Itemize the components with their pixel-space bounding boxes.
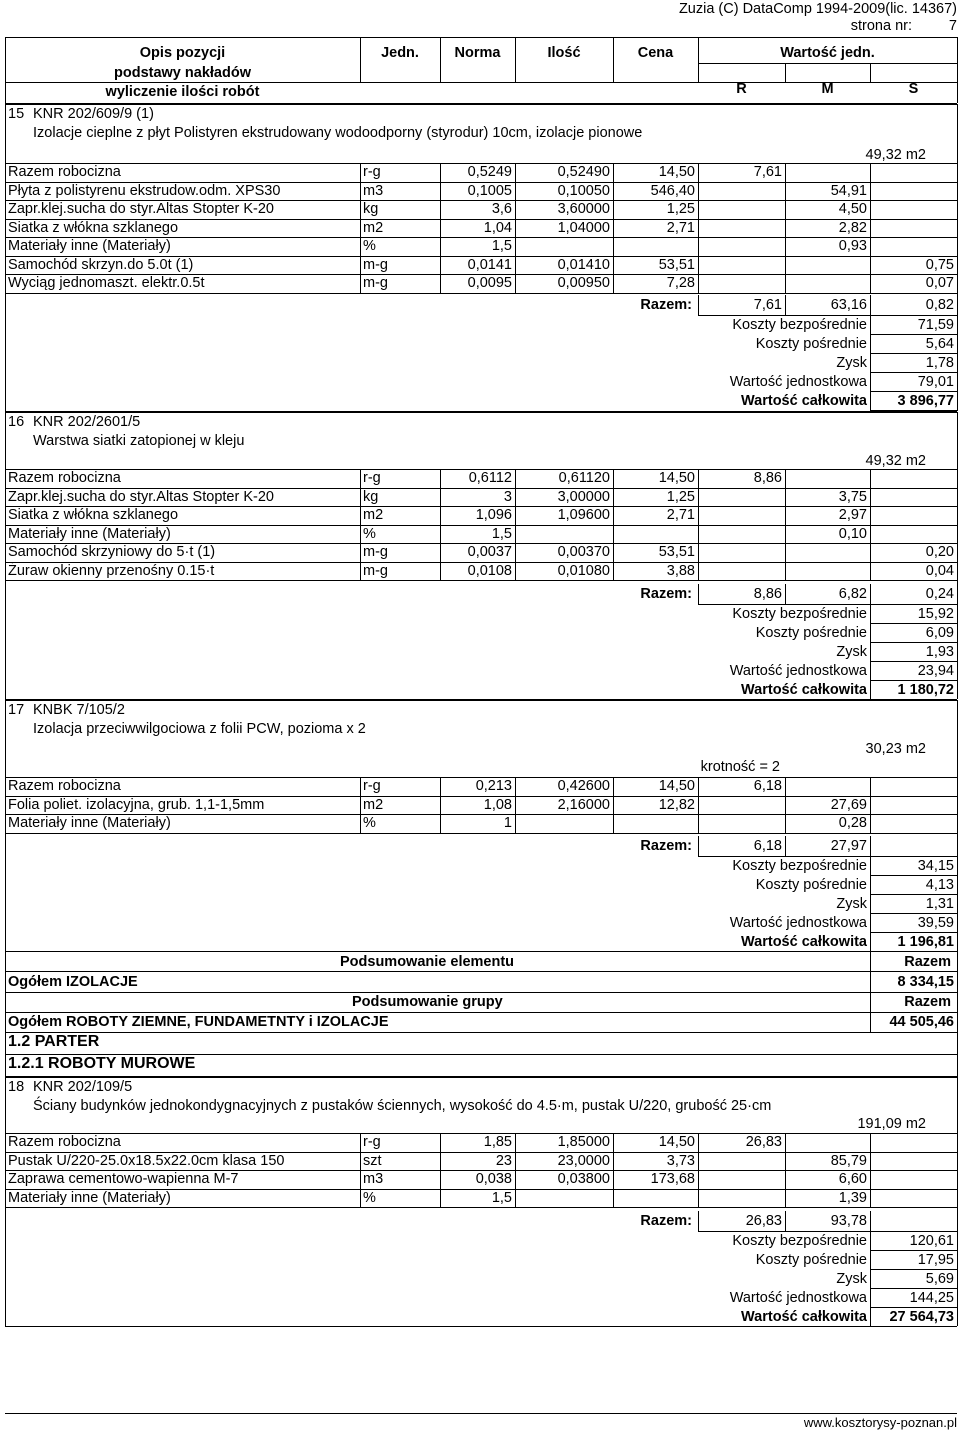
resource-norma: 1,5	[491, 525, 512, 542]
rule-line	[515, 777, 516, 833]
rule-line	[870, 836, 871, 856]
resource-ilosc: 1,04000	[557, 219, 610, 236]
resource-norma: 1,5	[491, 1189, 512, 1206]
total-value-label: Wartość całkowita	[741, 682, 867, 698]
resource-unit: m-g	[363, 256, 388, 273]
rule-line	[957, 104, 958, 411]
col-header-jedn: Jedn.	[381, 45, 419, 61]
razem-value-s: 0,82	[925, 297, 954, 313]
rule-line	[957, 951, 958, 1077]
direct-costs-label: Koszty bezpośrednie	[732, 317, 867, 333]
element-summary-title: Podsumowanie elementu	[340, 954, 515, 970]
resource-unit: m-g	[363, 544, 388, 560]
resource-norma: 0,6112	[468, 470, 512, 486]
razem-value-r: 26,83	[745, 1213, 782, 1229]
position-code: KNR 202/2601/5	[33, 414, 141, 430]
resource-unit: r-g	[363, 164, 381, 180]
total-value-label: Wartość całkowita	[741, 393, 867, 409]
resource-value-m: 2,97	[838, 507, 867, 523]
resource-norma: 23	[495, 1152, 512, 1169]
rule-line	[870, 1250, 871, 1269]
resource-name: Pustak U/220-25.0x18.5x22.0cm klasa 150	[8, 1152, 285, 1169]
resource-unit: kg	[363, 488, 379, 505]
direct-costs-label: Koszty bezpośrednie	[732, 606, 867, 622]
rule-line	[870, 623, 871, 642]
resource-norma: 0,0095	[467, 275, 512, 291]
resource-norma: 1,5	[491, 238, 512, 254]
resource-norma: 3	[503, 488, 512, 505]
resource-name: Siatka z włókna szklanego	[8, 219, 179, 236]
profit-label: Zysk	[836, 644, 867, 660]
rule-line	[698, 63, 957, 64]
direct-costs-label: Koszty bezpośrednie	[732, 858, 867, 874]
multiplier-note: krotność = 2	[700, 759, 780, 775]
rule-line	[5, 1032, 957, 1033]
resource-unit: %	[363, 525, 376, 542]
rule-line	[698, 836, 699, 856]
total-value-value: 1 196,81	[897, 934, 954, 950]
rule-line	[5, 412, 6, 699]
razem-value-m: 27,97	[830, 838, 867, 854]
unit-value-label: Wartość jednostkowa	[729, 1290, 867, 1306]
unit-value-value: 144,25	[909, 1290, 954, 1306]
position-code: KNR 202/109/5	[33, 1079, 133, 1095]
resource-ilosc: 3,60000	[557, 201, 610, 217]
resource-cena: 53,51	[658, 544, 695, 560]
resource-value-m: 27,69	[830, 796, 867, 813]
rule-line	[870, 315, 871, 334]
rule-line	[698, 295, 699, 315]
position-description: Ściany budynków jednokondygnacyjnych z pustaków ściennych, wysokość do 4.5·m, pustak U/220, grubość 25·cm	[33, 1098, 772, 1114]
rule-line	[870, 1211, 871, 1231]
position-code: KNR 202/609/9 (1)	[33, 106, 154, 122]
position-quantity: 49,32 m2	[865, 147, 926, 163]
copyright-text: Zuzia (C) DataComp 1994-2009(lic. 14367)	[678, 1, 957, 17]
rule-line	[5, 104, 957, 105]
direct-costs-label: Koszty bezpośrednie	[732, 1233, 867, 1249]
resource-ilosc: 1,85000	[557, 1134, 610, 1150]
resource-unit: m2	[363, 796, 384, 813]
profit-value: 1,78	[925, 355, 954, 371]
resource-unit: m-g	[363, 562, 388, 579]
profit-value: 5,69	[925, 1271, 954, 1287]
resource-name: Zapr.klej.sucha do styr.Altas Stopter K-20	[8, 488, 274, 505]
resource-value-m: 0,10	[838, 525, 867, 542]
rule-line	[870, 584, 871, 604]
resource-cena: 2,71	[666, 507, 695, 523]
resource-cena: 14,50	[658, 1134, 695, 1150]
resource-cena: 14,50	[658, 470, 695, 486]
rule-line	[870, 1231, 871, 1250]
resource-norma: 0,0108	[467, 562, 512, 579]
rule-line	[5, 412, 957, 413]
rule-line	[870, 372, 871, 391]
rule-line	[5, 833, 957, 834]
resource-ilosc: 0,00370	[557, 544, 610, 560]
razem-value-m: 63,16	[830, 297, 867, 313]
resource-value-r: 6,18	[753, 778, 782, 794]
col-header-opis: wyliczenie ilości robót	[105, 84, 260, 100]
profit-label: Zysk	[836, 355, 867, 371]
resource-ilosc: 0,42600	[557, 778, 610, 794]
resource-unit: %	[363, 815, 376, 831]
position-number: 15	[8, 106, 25, 122]
resource-cena: 173,68	[650, 1171, 695, 1187]
razem-label: Razem:	[640, 838, 692, 854]
resource-value-m: 0,28	[838, 815, 867, 831]
resource-value-m: 6,60	[838, 1171, 867, 1187]
resource-norma: 0,5249	[467, 164, 512, 180]
position-number: 17	[8, 702, 25, 718]
rule-line	[870, 334, 871, 353]
resource-name: Razem robocizna	[8, 470, 121, 486]
rule-line	[5, 580, 957, 581]
resource-norma: 0,213	[475, 778, 512, 794]
rule-line	[785, 295, 786, 315]
resource-name: Razem robocizna	[8, 1134, 121, 1150]
rule-line	[870, 777, 871, 833]
resource-name: Zaprawa cementowo-wapienna M-7	[8, 1171, 239, 1187]
resource-name: Materiały inne (Materiały)	[8, 525, 171, 542]
rule-line	[5, 1133, 957, 1134]
col-header-opis: Opis pozycji	[139, 45, 226, 61]
resource-norma: 1	[503, 815, 512, 831]
resource-ilosc: 2,16000	[557, 796, 610, 813]
resource-norma: 3,6	[491, 201, 512, 217]
rule-line	[957, 700, 958, 951]
resource-value-r: 7,61	[753, 164, 782, 180]
resource-cena: 14,50	[658, 164, 695, 180]
razem-value-r: 7,61	[753, 297, 782, 313]
resource-value-m: 1,39	[838, 1189, 867, 1206]
resource-unit: m2	[363, 507, 384, 523]
indirect-costs-value: 6,09	[925, 625, 954, 641]
rule-line	[360, 777, 361, 833]
rule-line	[870, 1288, 871, 1307]
rule-line	[785, 1211, 786, 1231]
resource-cena: 53,51	[658, 256, 695, 273]
resource-norma: 1,096	[475, 507, 512, 523]
resource-norma: 0,0141	[467, 256, 512, 273]
indirect-costs-value: 17,95	[917, 1252, 954, 1268]
resource-name: Razem robocizna	[8, 164, 121, 180]
resource-cena: 3,73	[666, 1152, 695, 1169]
col-header-wartosc: Wartość jedn.	[780, 45, 875, 61]
rule-line	[785, 584, 786, 604]
rule-line	[5, 1326, 957, 1327]
total-value-value: 3 896,77	[897, 393, 954, 409]
resource-norma: 1,04	[483, 219, 512, 236]
rule-line	[957, 1077, 958, 1326]
resource-ilosc: 0,01080	[557, 562, 610, 579]
resource-ilosc: 0,61120	[558, 470, 610, 486]
position-description: Warstwa siatki zatopionej w kleju	[33, 433, 245, 449]
resource-unit: m3	[363, 1171, 384, 1187]
resource-name: Żuraw okienny przenośny 0.15·t	[8, 562, 215, 579]
resource-ilosc: 3,00000	[557, 488, 610, 505]
resource-value-s: 0,20	[925, 544, 954, 560]
rule-line	[870, 932, 871, 951]
razem-value-r: 6,18	[753, 838, 782, 854]
rule-line	[870, 913, 871, 932]
resource-unit: r-g	[363, 778, 381, 794]
unit-value-value: 23,94	[917, 663, 954, 679]
rule-line	[698, 584, 699, 604]
rule-line	[5, 700, 6, 951]
resource-ilosc: 0,52490	[557, 164, 610, 180]
position-number: 18	[8, 1079, 25, 1095]
page-number: 7	[948, 18, 957, 34]
direct-costs-value: 120,61	[909, 1233, 954, 1249]
razem-label: Razem:	[640, 586, 692, 602]
group-summary-title: Podsumowanie grupy	[352, 994, 503, 1010]
indirect-costs-label: Koszty pośrednie	[755, 625, 867, 641]
group-total-label: Ogółem ROBOTY ZIEMNE, FUNDAMETNTY i IZOLACJE	[8, 1014, 389, 1030]
group-summary-razem: Razem	[904, 994, 951, 1010]
rule-line	[870, 295, 871, 315]
resource-unit: m-g	[363, 275, 388, 291]
indirect-costs-value: 4,13	[925, 877, 954, 893]
position-quantity: 191,09 m2	[857, 1116, 926, 1132]
profit-label: Zysk	[836, 1271, 867, 1287]
resource-cena: 2,71	[666, 219, 695, 236]
resource-value-m: 0,93	[838, 238, 867, 254]
direct-costs-value: 34,15	[917, 858, 954, 874]
col-header-m: M	[821, 81, 834, 97]
col-header-r: R	[736, 81, 747, 97]
rule-line	[957, 37, 958, 103]
rule-line	[5, 1207, 957, 1208]
resource-ilosc: 0,00950	[557, 275, 610, 291]
col-header-cena: Cena	[637, 45, 674, 61]
resource-value-m: 4,50	[838, 201, 867, 217]
position-number: 16	[8, 414, 25, 430]
resource-norma: 0,1005	[467, 182, 512, 199]
position-description: Izolacja przeciwwilgociowa z folii PCW, pozioma x 2	[33, 721, 366, 737]
rule-line	[870, 1269, 871, 1288]
col-header-s: S	[908, 81, 919, 97]
position-code: KNBK 7/105/2	[33, 702, 125, 718]
rule-line	[870, 951, 871, 1032]
section-heading-parter: 1.2 PARTER	[8, 1033, 100, 1050]
rule-line	[785, 777, 786, 833]
resource-ilosc: 23,0000	[557, 1152, 610, 1169]
resource-value-r: 26,83	[745, 1134, 782, 1150]
rule-line	[870, 1307, 871, 1326]
element-total-label: Ogółem IZOLACJE	[8, 974, 138, 990]
resource-cena: 7,28	[666, 275, 695, 291]
resource-norma: 1,08	[483, 796, 512, 813]
rule-line	[870, 353, 871, 372]
rule-line	[870, 604, 871, 623]
resource-name: Samochód skrzyniowy do 5·t (1)	[8, 544, 216, 560]
resource-ilosc: 0,01410	[557, 256, 610, 273]
resource-name: Samochód skrzyn.do 5.0t (1)	[8, 256, 194, 273]
direct-costs-value: 71,59	[917, 317, 954, 333]
section-heading-murowe: 1.2.1 ROBOTY MUROWE	[8, 1055, 196, 1072]
rule-line	[785, 836, 786, 856]
resource-name: Zapr.klej.sucha do styr.Altas Stopter K-20	[8, 201, 274, 217]
total-value-label: Wartość całkowita	[741, 1309, 867, 1325]
resource-name: Materiały inne (Materiały)	[8, 238, 171, 254]
rule-line	[5, 293, 957, 294]
rule-line	[870, 875, 871, 894]
position-quantity: 30,23 m2	[865, 741, 926, 757]
resource-name: Materiały inne (Materiały)	[8, 1189, 171, 1206]
razem-value-m: 6,82	[838, 586, 867, 602]
total-value-value: 27 564,73	[889, 1309, 954, 1325]
unit-value-label: Wartość jednostkowa	[729, 915, 867, 931]
rule-line	[440, 777, 441, 833]
element-total-value: 8 334,15	[897, 974, 954, 990]
col-header-ilosc: Ilość	[547, 45, 581, 61]
rule-line	[698, 1211, 699, 1231]
indirect-costs-value: 5,64	[925, 336, 954, 352]
resource-name: Siatka z włókna szklanego	[8, 507, 179, 523]
unit-value-label: Wartość jednostkowa	[729, 374, 867, 390]
razem-value-m: 93,78	[830, 1213, 867, 1229]
resource-norma: 0,038	[475, 1171, 512, 1187]
indirect-costs-label: Koszty pośrednie	[755, 877, 867, 893]
unit-value-value: 79,01	[917, 374, 954, 390]
resource-name: Materiały inne (Materiały)	[8, 815, 171, 831]
rule-line	[870, 642, 871, 661]
rule-line	[870, 391, 871, 410]
resource-unit: r-g	[363, 470, 381, 486]
resource-name: Folia poliet. izolacyjna, grub. 1,1-1,5mm	[8, 796, 265, 813]
rule-line	[5, 700, 957, 701]
razem-label: Razem:	[640, 1213, 692, 1229]
rule-line	[5, 951, 957, 952]
rule-line	[5, 37, 957, 38]
resource-value-m: 3,75	[838, 488, 867, 505]
group-total-value: 44 505,46	[889, 1014, 954, 1030]
rule-line	[5, 1076, 957, 1077]
resource-ilosc: 0,10050	[557, 182, 610, 199]
resource-cena: 1,25	[666, 201, 695, 217]
rule-line	[5, 971, 957, 972]
resource-cena: 546,40	[650, 182, 695, 199]
page-number-label: strona nr:	[850, 18, 912, 34]
resource-norma: 0,0037	[467, 544, 512, 560]
rule-line	[5, 1077, 957, 1078]
resource-value-m: 2,82	[838, 219, 867, 236]
resource-cena: 12,82	[658, 796, 695, 813]
rule-line	[870, 661, 871, 680]
indirect-costs-label: Koszty pośrednie	[755, 1252, 867, 1268]
resource-value-m: 85,79	[830, 1152, 867, 1169]
razem-label: Razem:	[640, 297, 692, 313]
unit-value-label: Wartość jednostkowa	[729, 663, 867, 679]
position-quantity: 49,32 m2	[865, 453, 926, 469]
resource-norma: 1,85	[483, 1134, 512, 1150]
resource-name: Wyciąg jednomaszt. elektr.0.5t	[8, 275, 205, 291]
profit-value: 1,31	[925, 896, 954, 912]
rule-line	[870, 680, 871, 699]
resource-unit: %	[363, 238, 376, 254]
resource-unit: %	[363, 1189, 376, 1206]
rule-line	[613, 777, 614, 833]
rule-line	[5, 104, 6, 411]
resource-ilosc: 0,03800	[557, 1171, 610, 1187]
direct-costs-value: 15,92	[917, 606, 954, 622]
total-value-label: Wartość całkowita	[741, 934, 867, 950]
rule-line	[698, 777, 699, 833]
rule-line	[5, 1077, 6, 1326]
rule-line	[957, 412, 958, 699]
resource-unit: kg	[363, 201, 379, 217]
indirect-costs-label: Koszty pośrednie	[755, 336, 867, 352]
footer-url: www.kosztorysy-poznan.pl	[803, 1415, 957, 1430]
resource-unit: m2	[363, 219, 384, 236]
total-value-value: 1 180,72	[897, 682, 954, 698]
profit-label: Zysk	[836, 896, 867, 912]
col-header-norma: Norma	[454, 45, 501, 61]
resource-value-s: 0,07	[925, 275, 954, 291]
razem-value-s: 0,24	[925, 586, 954, 602]
resource-cena: 3,88	[666, 562, 695, 579]
rule-line	[5, 951, 6, 1077]
resource-value-m: 54,91	[830, 182, 867, 199]
resource-value-s: 0,04	[925, 562, 954, 579]
element-summary-razem: Razem	[904, 954, 951, 970]
resource-ilosc: 1,09600	[557, 507, 610, 523]
position-description: Izolacje cieplne z płyt Polistyren ekstrudowany wodoodporny (styrodur) 10cm, izolacje pionowe	[33, 125, 643, 141]
resource-name: Płyta z polistyrenu ekstrudow.odm. XPS30	[8, 182, 281, 199]
resource-unit: m3	[363, 182, 384, 199]
razem-value-r: 8,86	[753, 586, 782, 602]
resource-value-s: 0,75	[925, 256, 954, 273]
rule-line	[870, 856, 871, 875]
profit-value: 1,93	[925, 644, 954, 660]
resource-value-r: 8,86	[753, 470, 782, 486]
unit-value-value: 39,59	[917, 915, 954, 931]
resource-unit: r-g	[363, 1134, 381, 1150]
rule-line	[870, 894, 871, 913]
resource-unit: szt	[363, 1152, 382, 1169]
col-header-opis: podstawy nakładów	[114, 65, 251, 81]
resource-cena: 1,25	[666, 488, 695, 505]
resource-cena: 14,50	[658, 778, 695, 794]
resource-name: Razem robocizna	[8, 778, 121, 794]
